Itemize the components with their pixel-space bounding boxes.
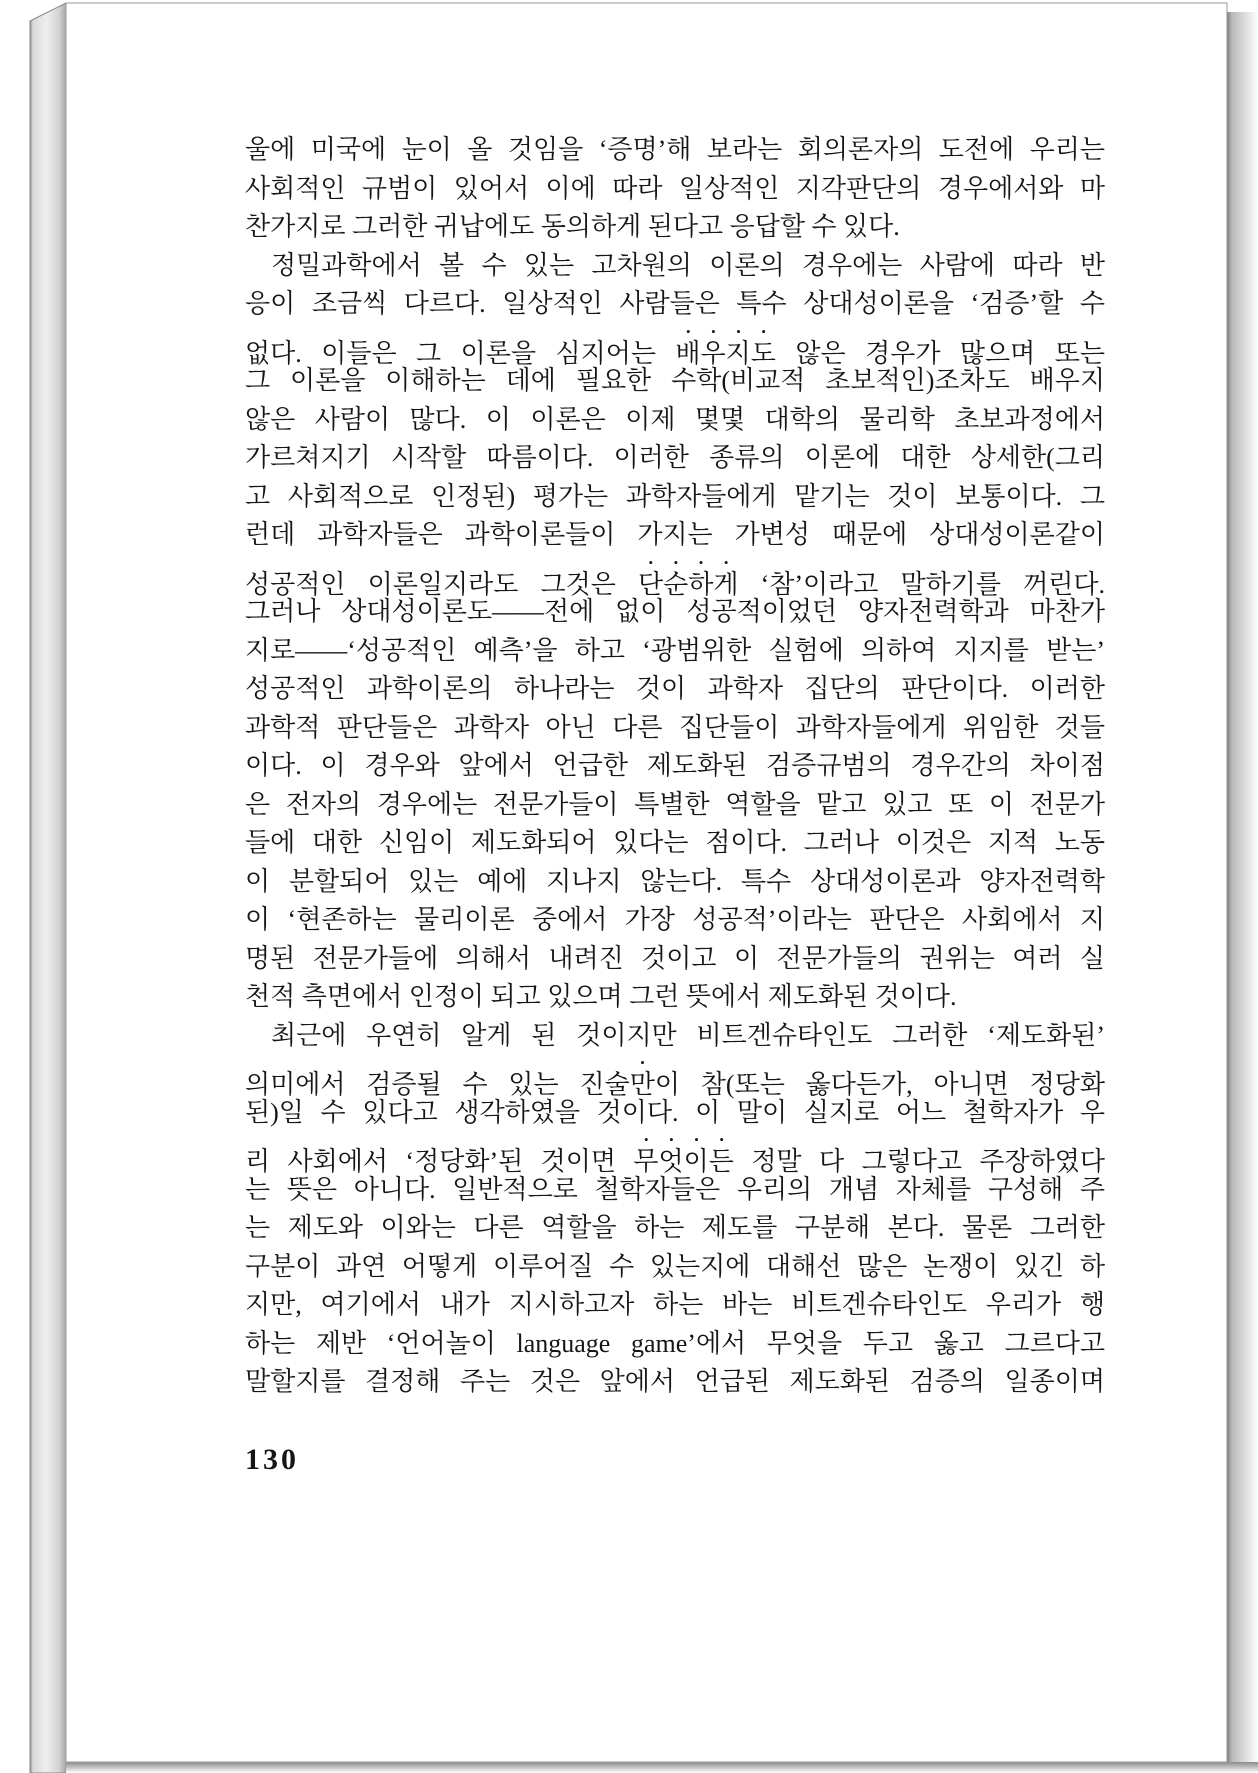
text-segment: 고 사회적으로 인정된) 평가는 과학자들에게 맡기는 것이 보통이다. 그: [245, 481, 1105, 511]
paragraph: [245, 1017, 1105, 1402]
text-segment: 은 전자의 경우에는 전문가들이 특별한 역할을 맡고 있고 또 이 전문가: [245, 789, 1105, 819]
text-line: [245, 1248, 1105, 1287]
page-shadow-bottom: [66, 1762, 1258, 1773]
text-line: [245, 1286, 1105, 1325]
text-line: [245, 863, 1105, 902]
emphasized-text: 배우지도: [675, 338, 776, 368]
text-segment: 천적 측면에서 인정이 되고 있으며 그런 뜻에서 제도화된 것이다.: [245, 982, 957, 1011]
emphasized-text: 무엇이든: [633, 1147, 734, 1176]
text-segment: 찬가지로 그러한 귀납에도 동의하게 된다고 응답할 수 있다.: [245, 212, 900, 241]
text-segment: 않은 경우가 많으며 또는: [775, 338, 1105, 368]
text-segment: 그러나 상대성이론도——전에 없이 성공적이었던 양자전력학과 마찬가: [245, 597, 1105, 626]
text-segment: 의미에서 검증될 수 있는 진술: [245, 1070, 630, 1099]
text-segment: 응이 조금씩 다르다. 일상적인 사람들은 특수 상대성이론을 ‘검증’할 수: [245, 289, 1105, 318]
text-segment: 리 사회에서 ‘정당화’된 것이면: [245, 1147, 634, 1176]
text-segment: 말할지를 결정해 주는 것은 앞에서 언급된 제도화된 검증의 일종이며: [245, 1367, 1105, 1396]
text-segment: 과학적 판단들은 과학자 아닌 다른 집단들이 과학자들에게 위임한 것들: [245, 712, 1105, 742]
text-line: [245, 1017, 1105, 1056]
text-segment: 하는 제반 ‘언어놀이 language game’에서 무엇을 두고 옳고 그르다고: [245, 1328, 1105, 1358]
text-segment: 이다. 이 경우와 앞에서 언급한 제도화된 검증규범의 경우간의 차이점: [245, 751, 1105, 780]
text-line: [245, 1325, 1105, 1364]
text-segment: 는 제도와 이와는 다른 역할을 하는 제도를 구분해 본다. 물론 그러한: [245, 1213, 1105, 1242]
text-segment: 명된 전문가들에 의해서 내려진 것이고 이 전문가들의 권위는 여러 실: [245, 943, 1105, 973]
text-line: [245, 516, 1105, 555]
text-line: [245, 940, 1105, 979]
text-line: [245, 824, 1105, 863]
text-segment: 이 분할되어 있는 예에 지나지 않는다. 특수 상대성이론과 양자전력학: [245, 866, 1105, 896]
text-line: [245, 170, 1105, 209]
text-segment: 런데 과학자들은 과학이론들이 가지는 가변성 때문에 상대성이론같이: [245, 520, 1105, 549]
text-segment: ‘참’이라고 말하기를 꺼린다.: [738, 569, 1106, 599]
text-segment: 최근에 우연히 알게 된 것이지만 비트겐슈타인도 그러한 ‘제도화된’: [271, 1020, 1105, 1050]
text-segment: 그 이론을 이해하는 데에 필요한 수학(비교적 초보적인)조차도 배우지: [245, 366, 1105, 395]
text-line: [245, 747, 1105, 786]
text-line: [245, 324, 1105, 368]
text-line: [245, 1132, 1105, 1176]
emphasized-text: 단순하게: [637, 569, 739, 599]
page-number: 130: [245, 1443, 299, 1476]
text-body: [245, 131, 1105, 1402]
text-segment: 않은 사람이 많다. 이 이론은 이제 몇몇 대학의 물리학 초보과정에서: [245, 404, 1105, 434]
text-line: [245, 439, 1105, 478]
text-line: [245, 978, 1105, 1017]
text-line: [245, 285, 1105, 324]
text-line: [245, 247, 1105, 286]
text-line: [245, 593, 1105, 632]
text-segment: 지로——‘성공적인 예측’을 하고 ‘광범위한 실험에 의하여 지지를 받는’: [245, 635, 1105, 665]
text-line: [245, 632, 1105, 671]
text-line: [245, 1363, 1105, 1402]
text-segment: 성공적인 이론일지라도 그것은: [245, 569, 638, 599]
emphasized-text: 만: [629, 1070, 655, 1099]
paragraph: [245, 247, 1105, 1017]
text-line: [245, 709, 1105, 748]
paragraph: [245, 131, 1105, 247]
text-segment: 들에 대한 신임이 제도화되어 있다는 점이다. 그러나 이것은 지적 노동: [245, 828, 1105, 857]
page-shadow-right: [1227, 12, 1258, 1773]
text-segment: 가르쳐지기 시작할 따름이다. 이러한 종류의 이론에 대한 상세한(그리: [245, 443, 1105, 472]
text-line: [245, 1209, 1105, 1248]
text-segment: 이 참(또는 옳다든가, 아니면 정당화: [654, 1070, 1105, 1099]
text-line: [245, 478, 1105, 517]
text-segment: 정말 다 그렇다고 주장하였다: [733, 1147, 1105, 1176]
text-line: [245, 1094, 1105, 1133]
text-segment: 이 ‘현존하는 물리이론 중에서 가장 성공적’이라는 판단은 사회에서 지: [245, 905, 1105, 934]
text-line: [245, 1055, 1105, 1099]
text-segment: 사회적인 규범이 있어서 이에 따라 일상적인 지각판단의 경우에서와 마: [245, 173, 1105, 203]
text-line: [245, 362, 1105, 401]
page-edge-left: [30, 3, 66, 1773]
text-line: [245, 901, 1105, 940]
text-segment: 된)일 수 있다고 생각하였을 것이다. 이 말이 실지로 어느 철학자가 우: [245, 1097, 1105, 1127]
text-segment: 는 뜻은 아니다. 일반적으로 철학자들은 우리의 개념 자체를 구성해 주: [245, 1174, 1105, 1204]
text-segment: 없다. 이들은 그 이론을 심지어는: [245, 338, 676, 368]
text-line: [245, 131, 1105, 170]
text-segment: 성공적인 과학이론의 하나라는 것이 과학자 집단의 판단이다. 이러한: [245, 674, 1105, 703]
text-line: [245, 670, 1105, 709]
text-line: [245, 1171, 1105, 1210]
text-line: [245, 786, 1105, 825]
text-segment: 지만, 여기에서 내가 지시하고자 하는 바는 비트겐슈타인도 우리가 행: [245, 1290, 1105, 1319]
text-segment: 울에 미국에 눈이 올 것임을 ‘증명’해 보라는 회의론자의 도전에 우리는: [245, 135, 1105, 164]
text-segment: 구분이 과연 어떻게 이루어질 수 있는지에 대해선 많은 논쟁이 있긴 하: [245, 1251, 1105, 1281]
text-line: [245, 208, 1105, 247]
text-segment: 정밀과학에서 볼 수 있는 고차원의 이론의 경우에는 사람에 따라 반: [271, 250, 1105, 280]
text-line: [245, 555, 1106, 599]
text-line: [245, 401, 1105, 440]
